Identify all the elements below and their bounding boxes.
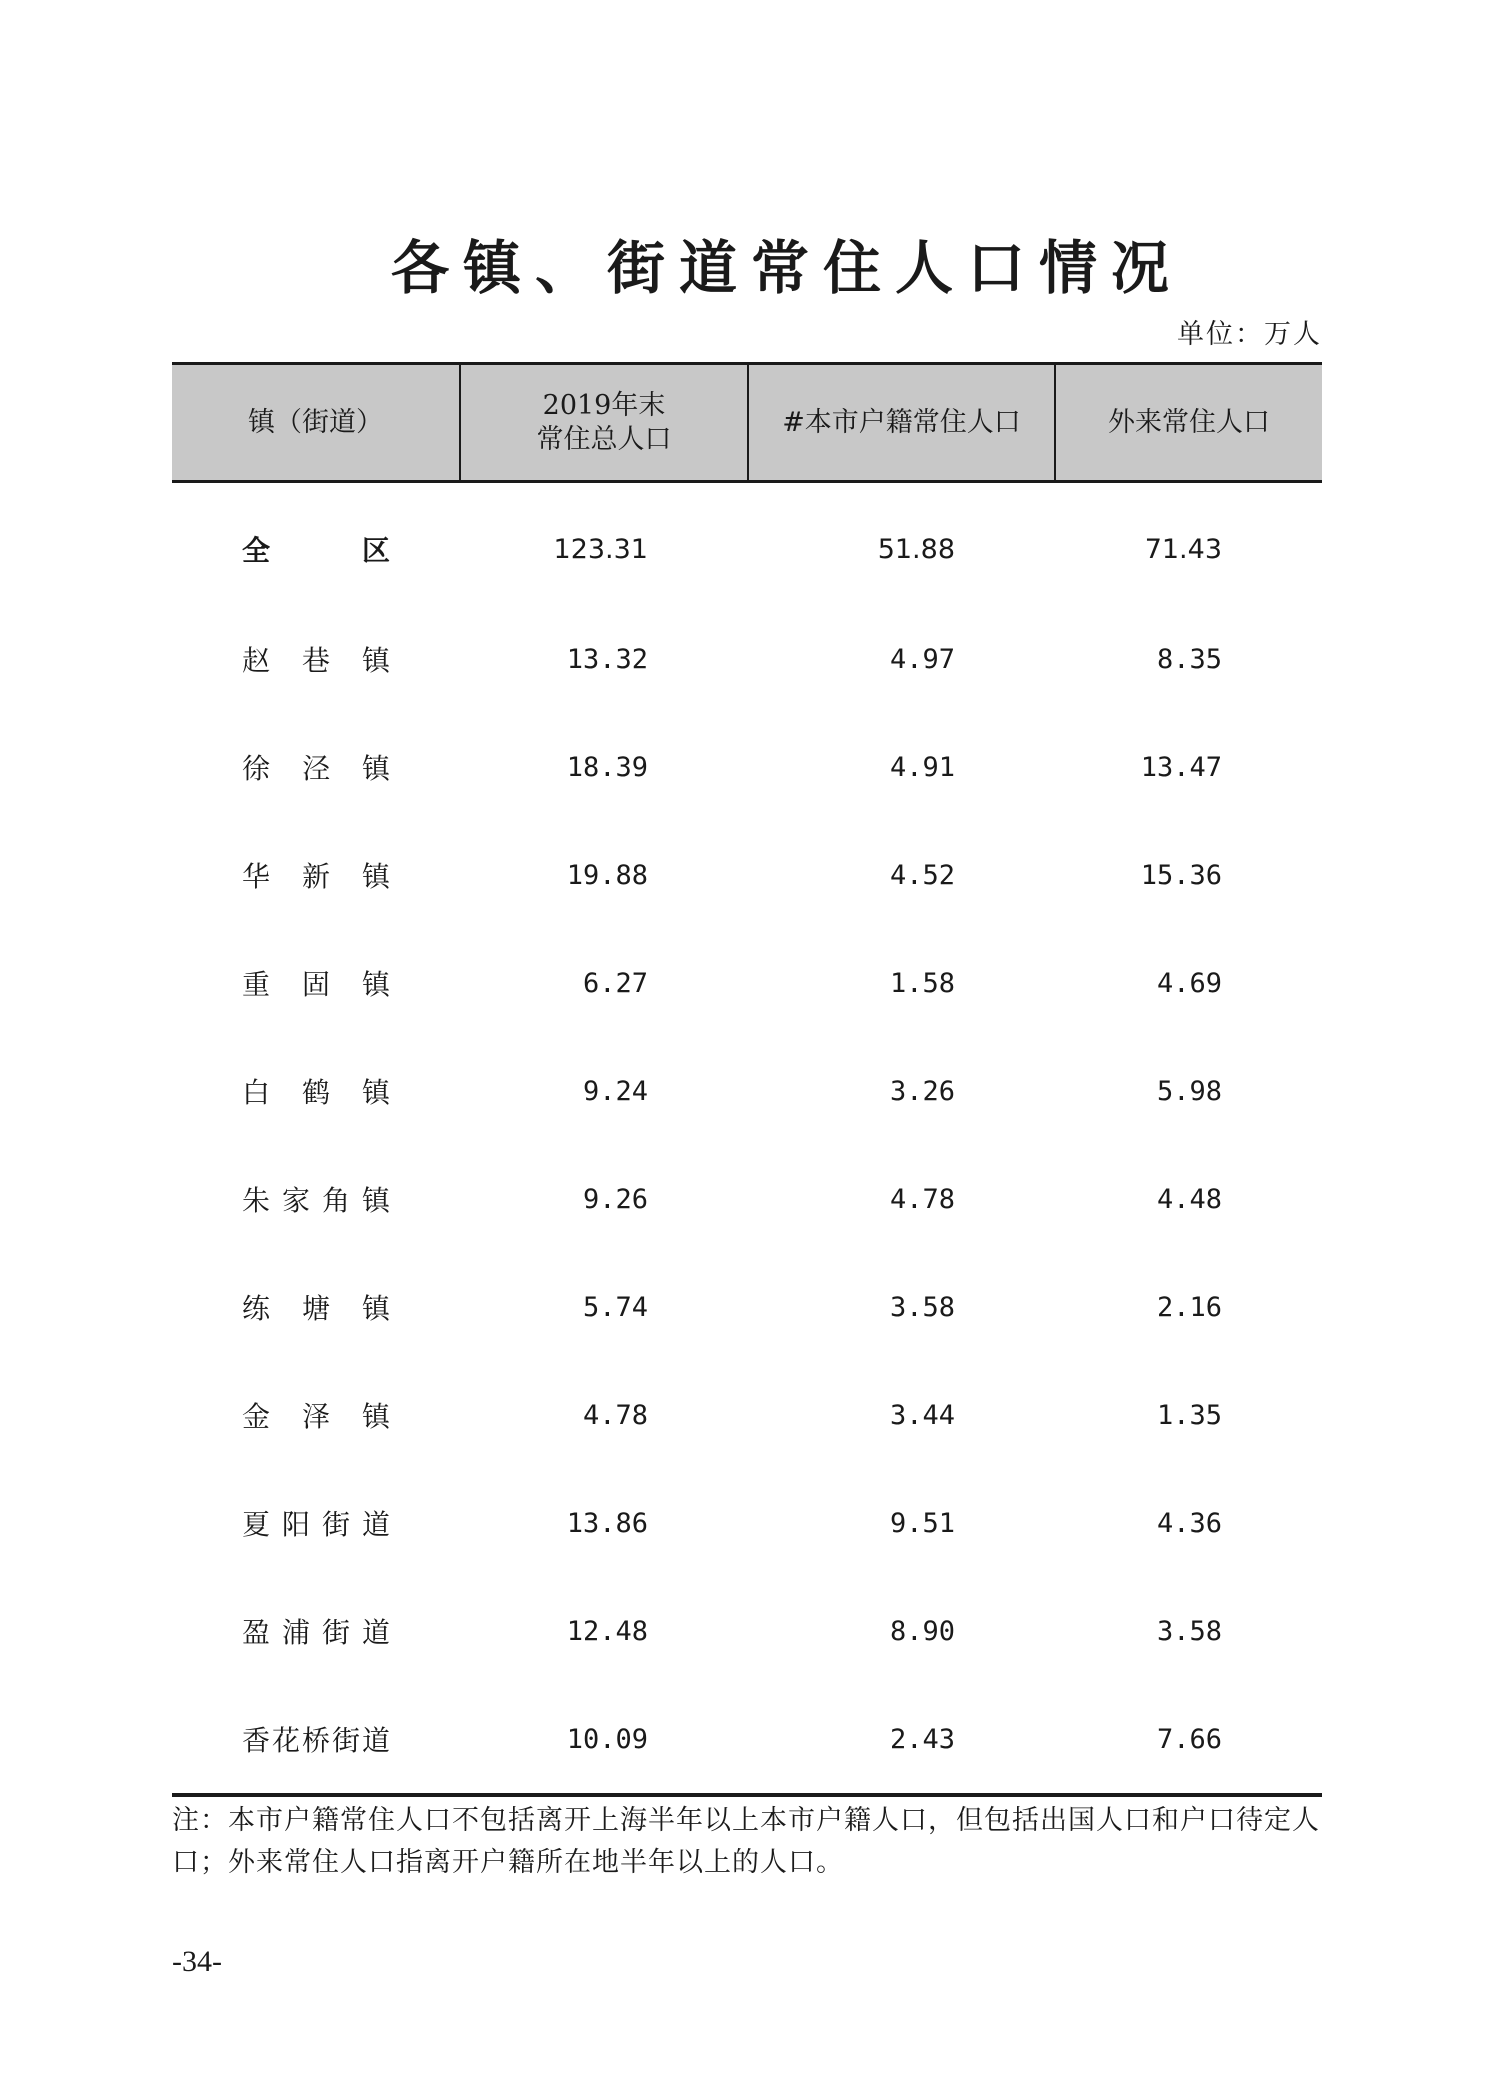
row-local: 4.78 [889,1183,955,1215]
table-row [172,1685,1322,1795]
row-local: 4.97 [889,643,955,675]
row-total: 123.31 [553,533,648,565]
row-local: 3.26 [889,1075,955,1107]
population-table [172,362,1322,1797]
row-name: 赵巷镇 [242,644,392,677]
table-row [172,605,1322,713]
row-name: 香花桥街道 [172,1685,460,1795]
row-name: 夏阳街道 [242,1508,392,1541]
row-local: 8.90 [889,1615,955,1647]
row-local: 1.58 [889,967,955,999]
row-local: 4.91 [889,751,955,783]
row-name: 徐泾镇 [242,752,392,785]
row-total: 9.26 [582,1183,648,1215]
table-row [172,1253,1322,1361]
row-local: 2.43 [748,1685,1055,1795]
row-total: 9.24 [582,1075,648,1107]
header-migrant-population: 外来常住人口 [1055,364,1322,482]
row-name: 练塘镇 [242,1292,392,1325]
unit-label: 单位：万人 [1177,319,1322,350]
row-migrant: 5.98 [1156,1075,1222,1107]
row-migrant: 4.36 [1156,1507,1222,1539]
row-local: 9.51 [889,1507,955,1539]
table-row [172,1145,1322,1253]
row-local: 3.58 [889,1291,955,1323]
header-total-line2: 常住总人口 [536,423,672,455]
row-migrant: 4.48 [1156,1183,1222,1215]
row-local: 51.88 [877,533,955,565]
row-name: 华新镇 [242,860,392,893]
row-total: 13.86 [566,1507,648,1539]
row-total: 12.48 [566,1615,648,1647]
row-migrant: 3.58 [1156,1615,1222,1647]
row-total: 19.88 [566,859,648,891]
table-row [172,1577,1322,1685]
row-name: 全区 [242,534,392,567]
header-total-line1: 2019年末 [542,389,666,421]
page-title: 各镇、街道常住人口情况 [390,234,1183,302]
row-migrant: 7.66 [1055,1685,1322,1795]
row-name: 盈浦街道 [242,1616,392,1649]
row-name: 重固镇 [242,968,392,1001]
row-migrant: 71.43 [1144,533,1222,565]
footnote: 注：本市户籍常住人口不包括离开上海半年以上本市户籍人口，但包括出国人口和户口待定人口；外来常住人口指离开户籍所在地半年以上的人口。 [172,1805,1320,1878]
page-number: -34- [172,1945,222,1978]
table-row [172,1469,1322,1577]
table-row [172,821,1322,929]
header-total-population [460,364,748,482]
row-name: 白鹤镇 [242,1076,392,1109]
header-town: 镇（街道） [172,364,460,482]
row-name: 朱家角镇 [242,1184,392,1217]
table-row [172,1037,1322,1145]
table-row [172,713,1322,821]
row-migrant: 4.69 [1156,967,1222,999]
table-row [172,929,1322,1037]
row-local: 4.52 [889,859,955,891]
table-row [172,1361,1322,1469]
header-local-population: #本市户籍常住人口 [748,364,1055,482]
row-total: 6.27 [582,967,648,999]
table-header [172,364,1322,482]
table-row [172,482,1322,606]
row-migrant: 8.35 [1156,643,1222,675]
row-local: 3.44 [889,1399,955,1431]
row-migrant: 13.47 [1140,751,1222,783]
row-total: 4.78 [582,1399,648,1431]
table-body [172,482,1322,1796]
row-total: 5.74 [582,1291,648,1323]
row-migrant: 15.36 [1140,859,1222,891]
row-total: 13.32 [566,643,648,675]
row-migrant: 2.16 [1156,1291,1222,1323]
row-total: 18.39 [566,751,648,783]
row-migrant: 1.35 [1156,1399,1222,1431]
row-name: 金泽镇 [242,1400,392,1433]
row-total: 10.09 [460,1685,748,1795]
